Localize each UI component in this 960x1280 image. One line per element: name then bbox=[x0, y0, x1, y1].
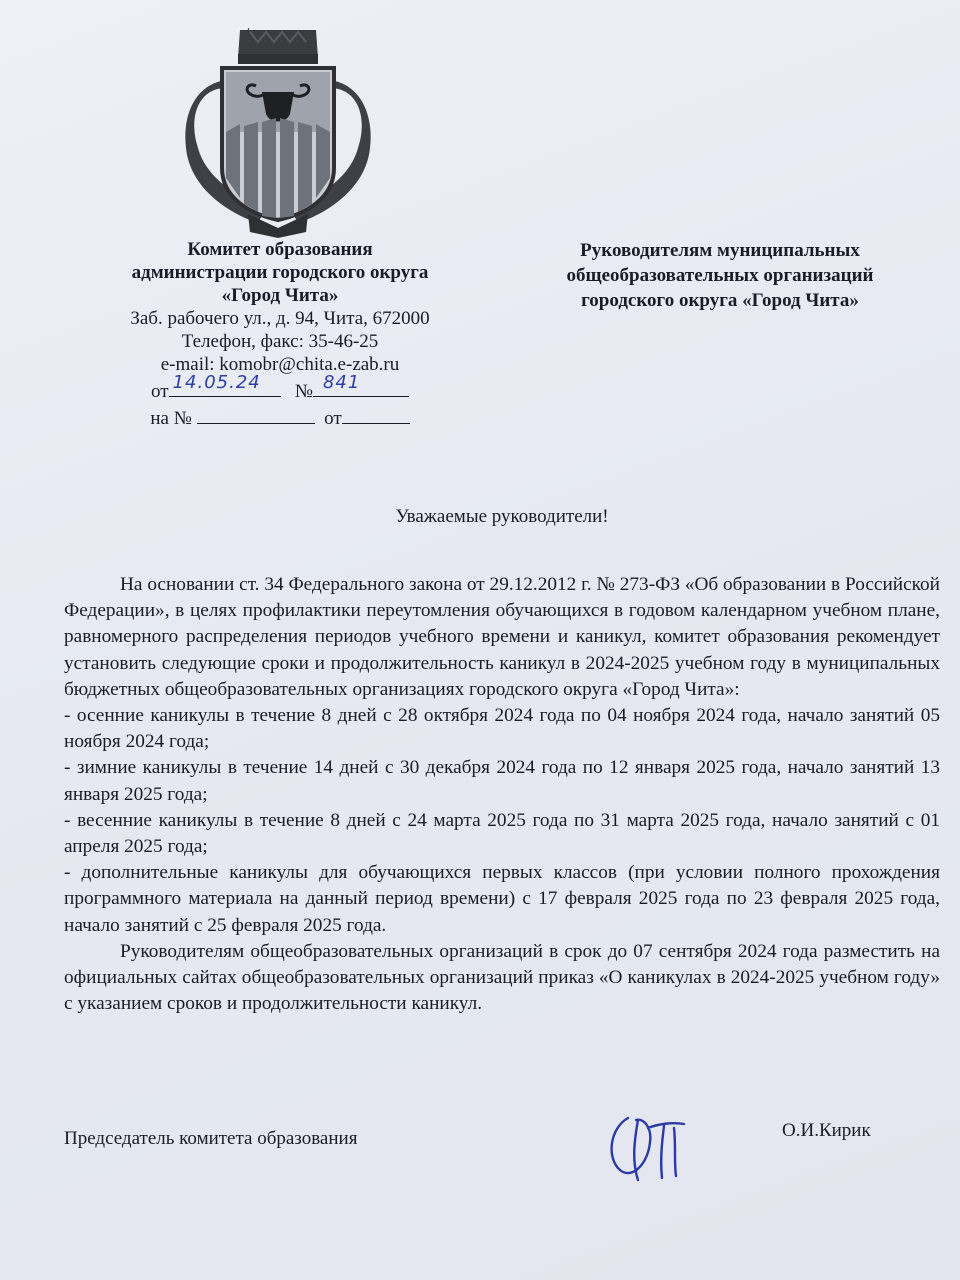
list-item: - дополнительные каникулы для обучающихся первых классов (при условии полного прохождения программного материала на данный период времени) с 17 февраля 2025 года по 23 февраля 2025 года, начало занятий с 25 февраля 2025 года. bbox=[64, 862, 940, 936]
city-coat-of-arms bbox=[178, 28, 378, 238]
recipient-line-3: городского округа «Город Чита» bbox=[581, 290, 859, 311]
recipient-line-1: Руководителям муниципальных bbox=[580, 240, 860, 261]
list-item: - осенние каникулы в течение 8 дней с 28 октября 2024 года по 04 ноября 2024 года, начало занятий 05 ноября 2024 года; bbox=[64, 705, 940, 753]
reference-line bbox=[70, 403, 490, 430]
closing-paragraph: Руководителям общеобразовательных организаций в срок до 07 сентября 2024 года разместить на официальных сайтах общеобразовательных организаций приказ «О каникулах в 2024-2025 учебном году» с указанием сроков и продолжительности каникул. bbox=[64, 940, 940, 1015]
number-field bbox=[313, 372, 409, 397]
ref-date-field bbox=[342, 403, 410, 424]
letter-body bbox=[64, 572, 940, 1017]
date-handwritten: 14.05.24 bbox=[172, 372, 261, 393]
recipient-line-2: общеобразовательных организаций bbox=[566, 265, 874, 286]
list-item: - зимние каникулы в течение 14 дней с 30 декабря 2024 года по 12 января 2025 года, начало занятий 13 января 2025 года; bbox=[64, 757, 940, 805]
date-prefix: от bbox=[151, 381, 169, 402]
number-handwritten: 841 bbox=[322, 372, 361, 393]
signer-position: Председатель комитета образования bbox=[64, 1128, 358, 1149]
handwritten-signature bbox=[598, 1098, 708, 1188]
signer-name: О.И.Кирик bbox=[782, 1120, 871, 1141]
ref-from: от bbox=[324, 408, 342, 429]
sender-org-city: «Город Чита» bbox=[221, 285, 339, 306]
ref-prefix: на № bbox=[150, 408, 192, 429]
sender-email: e-mail: komobr@chita.e-zab.ru bbox=[160, 354, 400, 375]
sender-address: Заб. рабочего ул., д. 94, Чита, 672000 bbox=[130, 308, 430, 329]
sender-phone: Телефон, факс: 35-46-25 bbox=[181, 331, 379, 352]
date-field bbox=[169, 372, 281, 397]
number-prefix: № bbox=[294, 381, 313, 402]
sender-org-admin: администрации городского округа bbox=[131, 262, 429, 283]
sender-block bbox=[70, 238, 490, 430]
recipient-block bbox=[520, 238, 920, 313]
intro-paragraph: На основании ст. 34 Федерального закона от 29.12.2012 г. № 273-ФЗ «Об образовании в Российской Федерации», в целях профилактики переутомления обучающихся в годовом календарном учебном плане, равномерного распределения периодов учебного времени и каникул, комитет образования рекомендует установить следующие сроки и продолжительность каникул в 2024-2025 учебном году в муниципальных бюджетных общеобразовательных организациях городского округа «Город Чита»: bbox=[64, 574, 940, 700]
sender-org-name: Комитет образования bbox=[187, 239, 373, 260]
list-item: - весенние каникулы в течение 8 дней с 24 марта 2025 года по 31 марта 2025 года, начало занятий с 01 апреля 2025 года; bbox=[64, 809, 940, 858]
ref-number-field bbox=[197, 403, 315, 424]
registration-line bbox=[70, 372, 490, 403]
greeting: Уважаемые руководители! bbox=[395, 506, 609, 527]
